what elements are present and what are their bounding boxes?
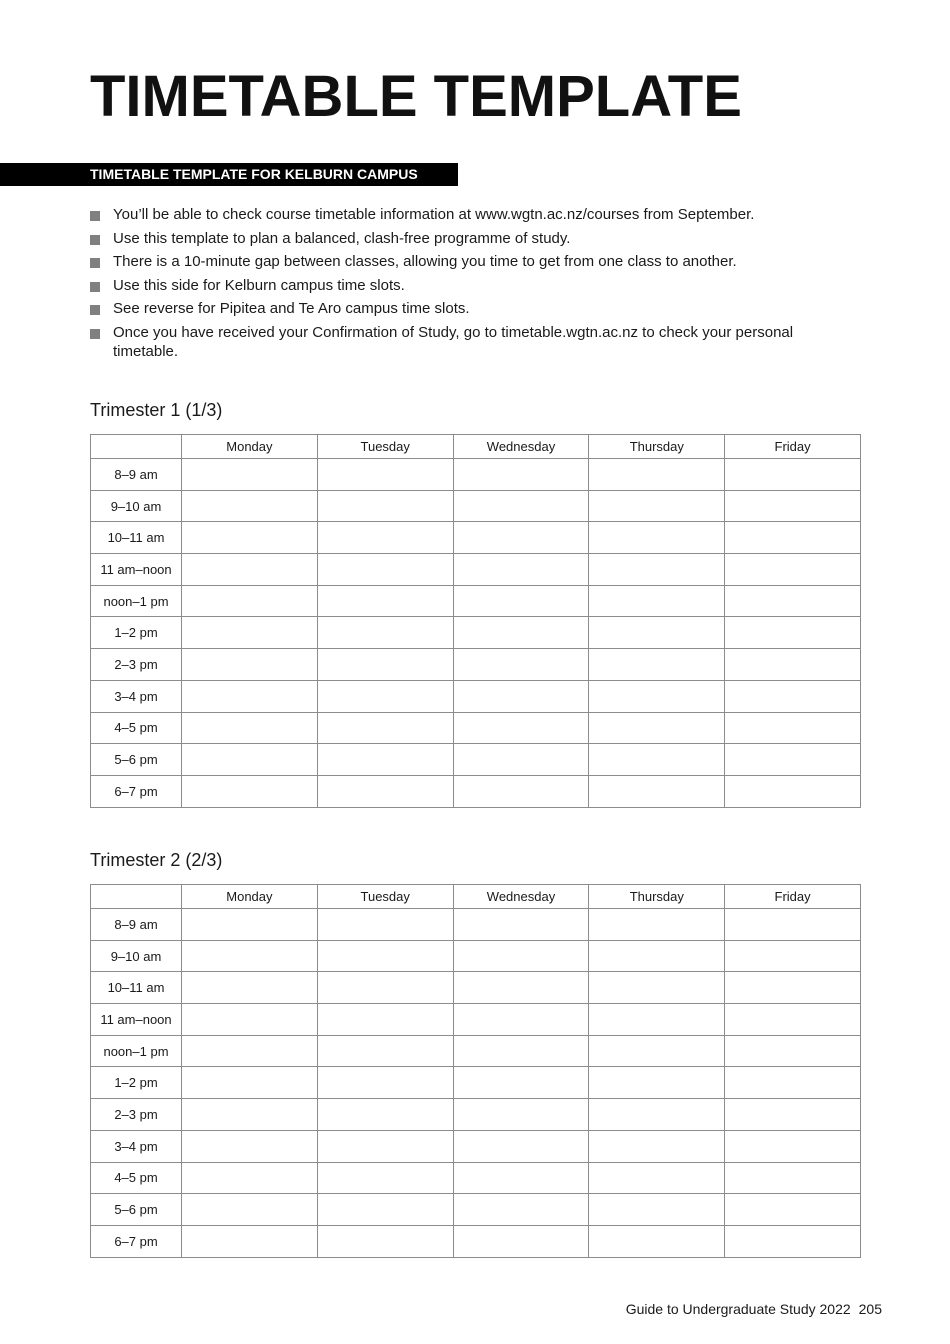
- timetable-cell-monday[interactable]: [182, 775, 318, 807]
- timetable-cell-wednesday[interactable]: [453, 585, 589, 617]
- timetable-cell-tuesday[interactable]: [317, 1004, 453, 1036]
- time-slot-label: 8–9 am: [91, 909, 182, 941]
- time-slot-label: noon–1 pm: [91, 1035, 182, 1067]
- time-slot-label: 2–3 pm: [91, 649, 182, 681]
- timetable-cell-monday[interactable]: [182, 649, 318, 681]
- time-row: [91, 617, 861, 649]
- time-slot-label: 9–10 am: [91, 940, 182, 972]
- time-row: [91, 1225, 861, 1257]
- time-slot-label: 6–7 pm: [91, 775, 182, 807]
- timetable-cell-friday[interactable]: [725, 1194, 861, 1226]
- time-row: [91, 1099, 861, 1131]
- timetable-cell-friday[interactable]: [725, 1225, 861, 1257]
- timetable-cell-friday[interactable]: [725, 617, 861, 649]
- timetable-cell-monday[interactable]: [182, 1004, 318, 1036]
- timetable-cell-wednesday[interactable]: [453, 972, 589, 1004]
- day-header-tuesday: Tuesday: [317, 435, 453, 459]
- bullet-item: Use this side for Kelburn campus time slots.: [90, 276, 860, 296]
- header-row: [91, 435, 861, 459]
- timetable-cell-friday[interactable]: [725, 522, 861, 554]
- timetable-cell-thursday[interactable]: [589, 909, 725, 941]
- timetable-cell-wednesday[interactable]: [453, 1162, 589, 1194]
- square-bullet-icon: [90, 211, 100, 221]
- time-row: [91, 1067, 861, 1099]
- timetable-cell-wednesday[interactable]: [453, 1225, 589, 1257]
- page-title: TIMETABLE TEMPLATE: [90, 64, 742, 129]
- bullet-item: There is a 10-minute gap between classes, allowing you time to get from one class to another.: [90, 252, 860, 272]
- timetable-cell-monday[interactable]: [182, 1099, 318, 1131]
- timetable-cell-thursday[interactable]: [589, 1194, 725, 1226]
- timetable-cell-monday[interactable]: [182, 744, 318, 776]
- timetable-cell-wednesday[interactable]: [453, 1035, 589, 1067]
- timetable-cell-wednesday[interactable]: [453, 490, 589, 522]
- time-slot-label: 5–6 pm: [91, 1194, 182, 1226]
- time-row: [91, 775, 861, 807]
- bullet-item: You’ll be able to check course timetable information at www.wgtn.ac.nz/courses from September.: [90, 205, 860, 225]
- timetable-cell-tuesday[interactable]: [317, 490, 453, 522]
- timetable-cell-monday[interactable]: [182, 554, 318, 586]
- time-row: [91, 585, 861, 617]
- time-row: [91, 459, 861, 491]
- timetable-cell-tuesday[interactable]: [317, 1130, 453, 1162]
- bullet-item: Use this template to plan a balanced, clash-free programme of study.: [90, 229, 860, 249]
- timetable-cell-monday[interactable]: [182, 940, 318, 972]
- time-slot-label: 10–11 am: [91, 972, 182, 1004]
- trimester-2-title: Trimester 2 (2/3): [90, 850, 223, 870]
- timetable-cell-friday[interactable]: [725, 940, 861, 972]
- timetable-cell-thursday[interactable]: [589, 459, 725, 491]
- timetable-cell-thursday[interactable]: [589, 1067, 725, 1099]
- timetable-cell-monday[interactable]: [182, 522, 318, 554]
- timetable-cell-friday[interactable]: [725, 459, 861, 491]
- day-header-tuesday: Tuesday: [317, 885, 453, 909]
- day-header-thursday: Thursday: [589, 435, 725, 459]
- trimester-2-timetable: [90, 884, 861, 1258]
- timetable-cell-wednesday[interactable]: [453, 1130, 589, 1162]
- time-row: [91, 522, 861, 554]
- timetable-cell-tuesday[interactable]: [317, 522, 453, 554]
- timetable-cell-thursday[interactable]: [589, 1099, 725, 1131]
- time-row: [91, 1130, 861, 1162]
- timetable-cell-wednesday[interactable]: [453, 649, 589, 681]
- timetable-cell-monday[interactable]: [182, 712, 318, 744]
- time-slot-label: 9–10 am: [91, 490, 182, 522]
- info-bullet-list: [90, 205, 860, 366]
- time-row: [91, 1162, 861, 1194]
- bullet-item: Once you have received your Confirmation of Study, go to timetable.wgtn.ac.nz to check your personal timetable.: [90, 323, 860, 362]
- timetable-cell-thursday[interactable]: [589, 1130, 725, 1162]
- time-row: [91, 1004, 861, 1036]
- time-slot-label: 11 am–noon: [91, 1004, 182, 1036]
- time-slot-label: 6–7 pm: [91, 1225, 182, 1257]
- timetable-cell-monday[interactable]: [182, 1035, 318, 1067]
- timetable-cell-tuesday[interactable]: [317, 649, 453, 681]
- timetable-cell-tuesday[interactable]: [317, 459, 453, 491]
- time-row: [91, 554, 861, 586]
- timetable-cell-thursday[interactable]: [589, 680, 725, 712]
- timetable-cell-friday[interactable]: [725, 649, 861, 681]
- timetable-cell-tuesday[interactable]: [317, 744, 453, 776]
- day-header-wednesday: Wednesday: [453, 885, 589, 909]
- day-header-thursday: Thursday: [589, 885, 725, 909]
- time-row: [91, 909, 861, 941]
- timetable-cell-monday[interactable]: [182, 1225, 318, 1257]
- timetable-cell-tuesday[interactable]: [317, 712, 453, 744]
- timetable-cell-friday[interactable]: [725, 775, 861, 807]
- time-row: [91, 1194, 861, 1226]
- timetable-cell-monday[interactable]: [182, 1067, 318, 1099]
- timetable-cell-tuesday[interactable]: [317, 909, 453, 941]
- time-row: [91, 972, 861, 1004]
- timetable-cell-monday[interactable]: [182, 909, 318, 941]
- timetable-cell-monday[interactable]: [182, 585, 318, 617]
- timetable-cell-thursday[interactable]: [589, 712, 725, 744]
- timetable-cell-thursday[interactable]: [589, 490, 725, 522]
- time-row: [91, 712, 861, 744]
- timetable-cell-friday[interactable]: [725, 1162, 861, 1194]
- square-bullet-icon: [90, 305, 100, 315]
- timetable-cell-wednesday[interactable]: [453, 744, 589, 776]
- timetable-cell-friday[interactable]: [725, 1067, 861, 1099]
- time-slot-label: 4–5 pm: [91, 1162, 182, 1194]
- timetable-cell-thursday[interactable]: [589, 1225, 725, 1257]
- timetable-cell-thursday[interactable]: [589, 775, 725, 807]
- time-slot-label: 11 am–noon: [91, 554, 182, 586]
- timetable-cell-tuesday[interactable]: [317, 940, 453, 972]
- time-slot-label: 4–5 pm: [91, 712, 182, 744]
- day-header-monday: Monday: [182, 885, 318, 909]
- square-bullet-icon: [90, 329, 100, 339]
- timetable-cell-monday[interactable]: [182, 459, 318, 491]
- day-header-monday: Monday: [182, 435, 318, 459]
- day-header-wednesday: Wednesday: [453, 435, 589, 459]
- timetable-cell-tuesday[interactable]: [317, 775, 453, 807]
- timetable-cell-tuesday[interactable]: [317, 680, 453, 712]
- timetable-cell-thursday[interactable]: [589, 522, 725, 554]
- day-header-friday: Friday: [725, 435, 861, 459]
- timetable-cell-wednesday[interactable]: [453, 459, 589, 491]
- timetable-cell-tuesday[interactable]: [317, 617, 453, 649]
- day-header-friday: Friday: [725, 885, 861, 909]
- trimester-1-title: Trimester 1 (1/3): [90, 400, 223, 420]
- timetable-cell-thursday[interactable]: [589, 649, 725, 681]
- trimester-1-timetable: [90, 434, 861, 808]
- page-number: 205: [858, 1301, 882, 1317]
- square-bullet-icon: [90, 258, 100, 268]
- corner-cell: [91, 885, 182, 909]
- timetable-cell-tuesday[interactable]: [317, 1035, 453, 1067]
- time-slot-label: 10–11 am: [91, 522, 182, 554]
- time-row: [91, 680, 861, 712]
- timetable-cell-monday[interactable]: [182, 680, 318, 712]
- time-row: [91, 940, 861, 972]
- timetable-cell-thursday[interactable]: [589, 617, 725, 649]
- timetable-cell-monday[interactable]: [182, 617, 318, 649]
- timetable-cell-thursday[interactable]: [589, 554, 725, 586]
- timetable-cell-thursday[interactable]: [589, 1004, 725, 1036]
- timetable-cell-friday[interactable]: [725, 554, 861, 586]
- timetable-cell-thursday[interactable]: [589, 972, 725, 1004]
- timetable-cell-friday[interactable]: [725, 909, 861, 941]
- timetable-cell-monday[interactable]: [182, 972, 318, 1004]
- timetable-cell-tuesday[interactable]: [317, 585, 453, 617]
- timetable-cell-monday[interactable]: [182, 490, 318, 522]
- time-slot-label: 1–2 pm: [91, 1067, 182, 1099]
- timetable-cell-thursday[interactable]: [589, 585, 725, 617]
- timetable-cell-tuesday[interactable]: [317, 1099, 453, 1131]
- timetable-cell-tuesday[interactable]: [317, 1162, 453, 1194]
- timetable-cell-monday[interactable]: [182, 1194, 318, 1226]
- header-row: [91, 885, 861, 909]
- time-slot-label: 8–9 am: [91, 459, 182, 491]
- time-slot-label: 3–4 pm: [91, 680, 182, 712]
- timetable-cell-friday[interactable]: [725, 1004, 861, 1036]
- square-bullet-icon: [90, 282, 100, 292]
- bullet-item: See reverse for Pipitea and Te Aro campus time slots.: [90, 299, 860, 319]
- timetable-cell-tuesday[interactable]: [317, 1067, 453, 1099]
- timetable-cell-friday[interactable]: [725, 1035, 861, 1067]
- timetable-cell-tuesday[interactable]: [317, 1194, 453, 1226]
- time-slot-label: 2–3 pm: [91, 1099, 182, 1131]
- timetable-cell-wednesday[interactable]: [453, 1099, 589, 1131]
- time-row: [91, 744, 861, 776]
- timetable-cell-tuesday[interactable]: [317, 972, 453, 1004]
- timetable-cell-friday[interactable]: [725, 680, 861, 712]
- time-row: [91, 649, 861, 681]
- timetable-cell-monday[interactable]: [182, 1130, 318, 1162]
- timetable-cell-friday[interactable]: [725, 490, 861, 522]
- time-slot-label: 3–4 pm: [91, 1130, 182, 1162]
- timetable-cell-wednesday[interactable]: [453, 1067, 589, 1099]
- timetable-cell-thursday[interactable]: [589, 940, 725, 972]
- timetable-cell-friday[interactable]: [725, 1099, 861, 1131]
- timetable-cell-wednesday[interactable]: [453, 1194, 589, 1226]
- timetable-cell-friday[interactable]: [725, 1130, 861, 1162]
- timetable-cell-wednesday[interactable]: [453, 1004, 589, 1036]
- timetable-cell-friday[interactable]: [725, 585, 861, 617]
- timetable-cell-thursday[interactable]: [589, 744, 725, 776]
- timetable-cell-wednesday[interactable]: [453, 680, 589, 712]
- timetable-cell-tuesday[interactable]: [317, 1225, 453, 1257]
- page-footer: [626, 1301, 882, 1317]
- timetable-cell-friday[interactable]: [725, 712, 861, 744]
- timetable-cell-thursday[interactable]: [589, 1162, 725, 1194]
- time-slot-label: 5–6 pm: [91, 744, 182, 776]
- timetable-cell-friday[interactable]: [725, 972, 861, 1004]
- square-bullet-icon: [90, 235, 100, 245]
- timetable-cell-wednesday[interactable]: [453, 617, 589, 649]
- timetable-cell-wednesday[interactable]: [453, 775, 589, 807]
- timetable-cell-wednesday[interactable]: [453, 522, 589, 554]
- timetable-cell-friday[interactable]: [725, 744, 861, 776]
- timetable-cell-monday[interactable]: [182, 1162, 318, 1194]
- timetable-cell-wednesday[interactable]: [453, 909, 589, 941]
- section-banner: TIMETABLE TEMPLATE FOR KELBURN CAMPUS: [0, 163, 458, 186]
- timetable-cell-wednesday[interactable]: [453, 554, 589, 586]
- footer-text: Guide to Undergraduate Study 2022: [625, 1301, 851, 1317]
- time-row: [91, 490, 861, 522]
- timetable-cell-wednesday[interactable]: [453, 940, 589, 972]
- corner-cell: [91, 435, 182, 459]
- time-row: [91, 1035, 861, 1067]
- timetable-cell-wednesday[interactable]: [453, 712, 589, 744]
- time-slot-label: 1–2 pm: [91, 617, 182, 649]
- timetable-cell-thursday[interactable]: [589, 1035, 725, 1067]
- time-slot-label: noon–1 pm: [91, 585, 182, 617]
- timetable-cell-tuesday[interactable]: [317, 554, 453, 586]
